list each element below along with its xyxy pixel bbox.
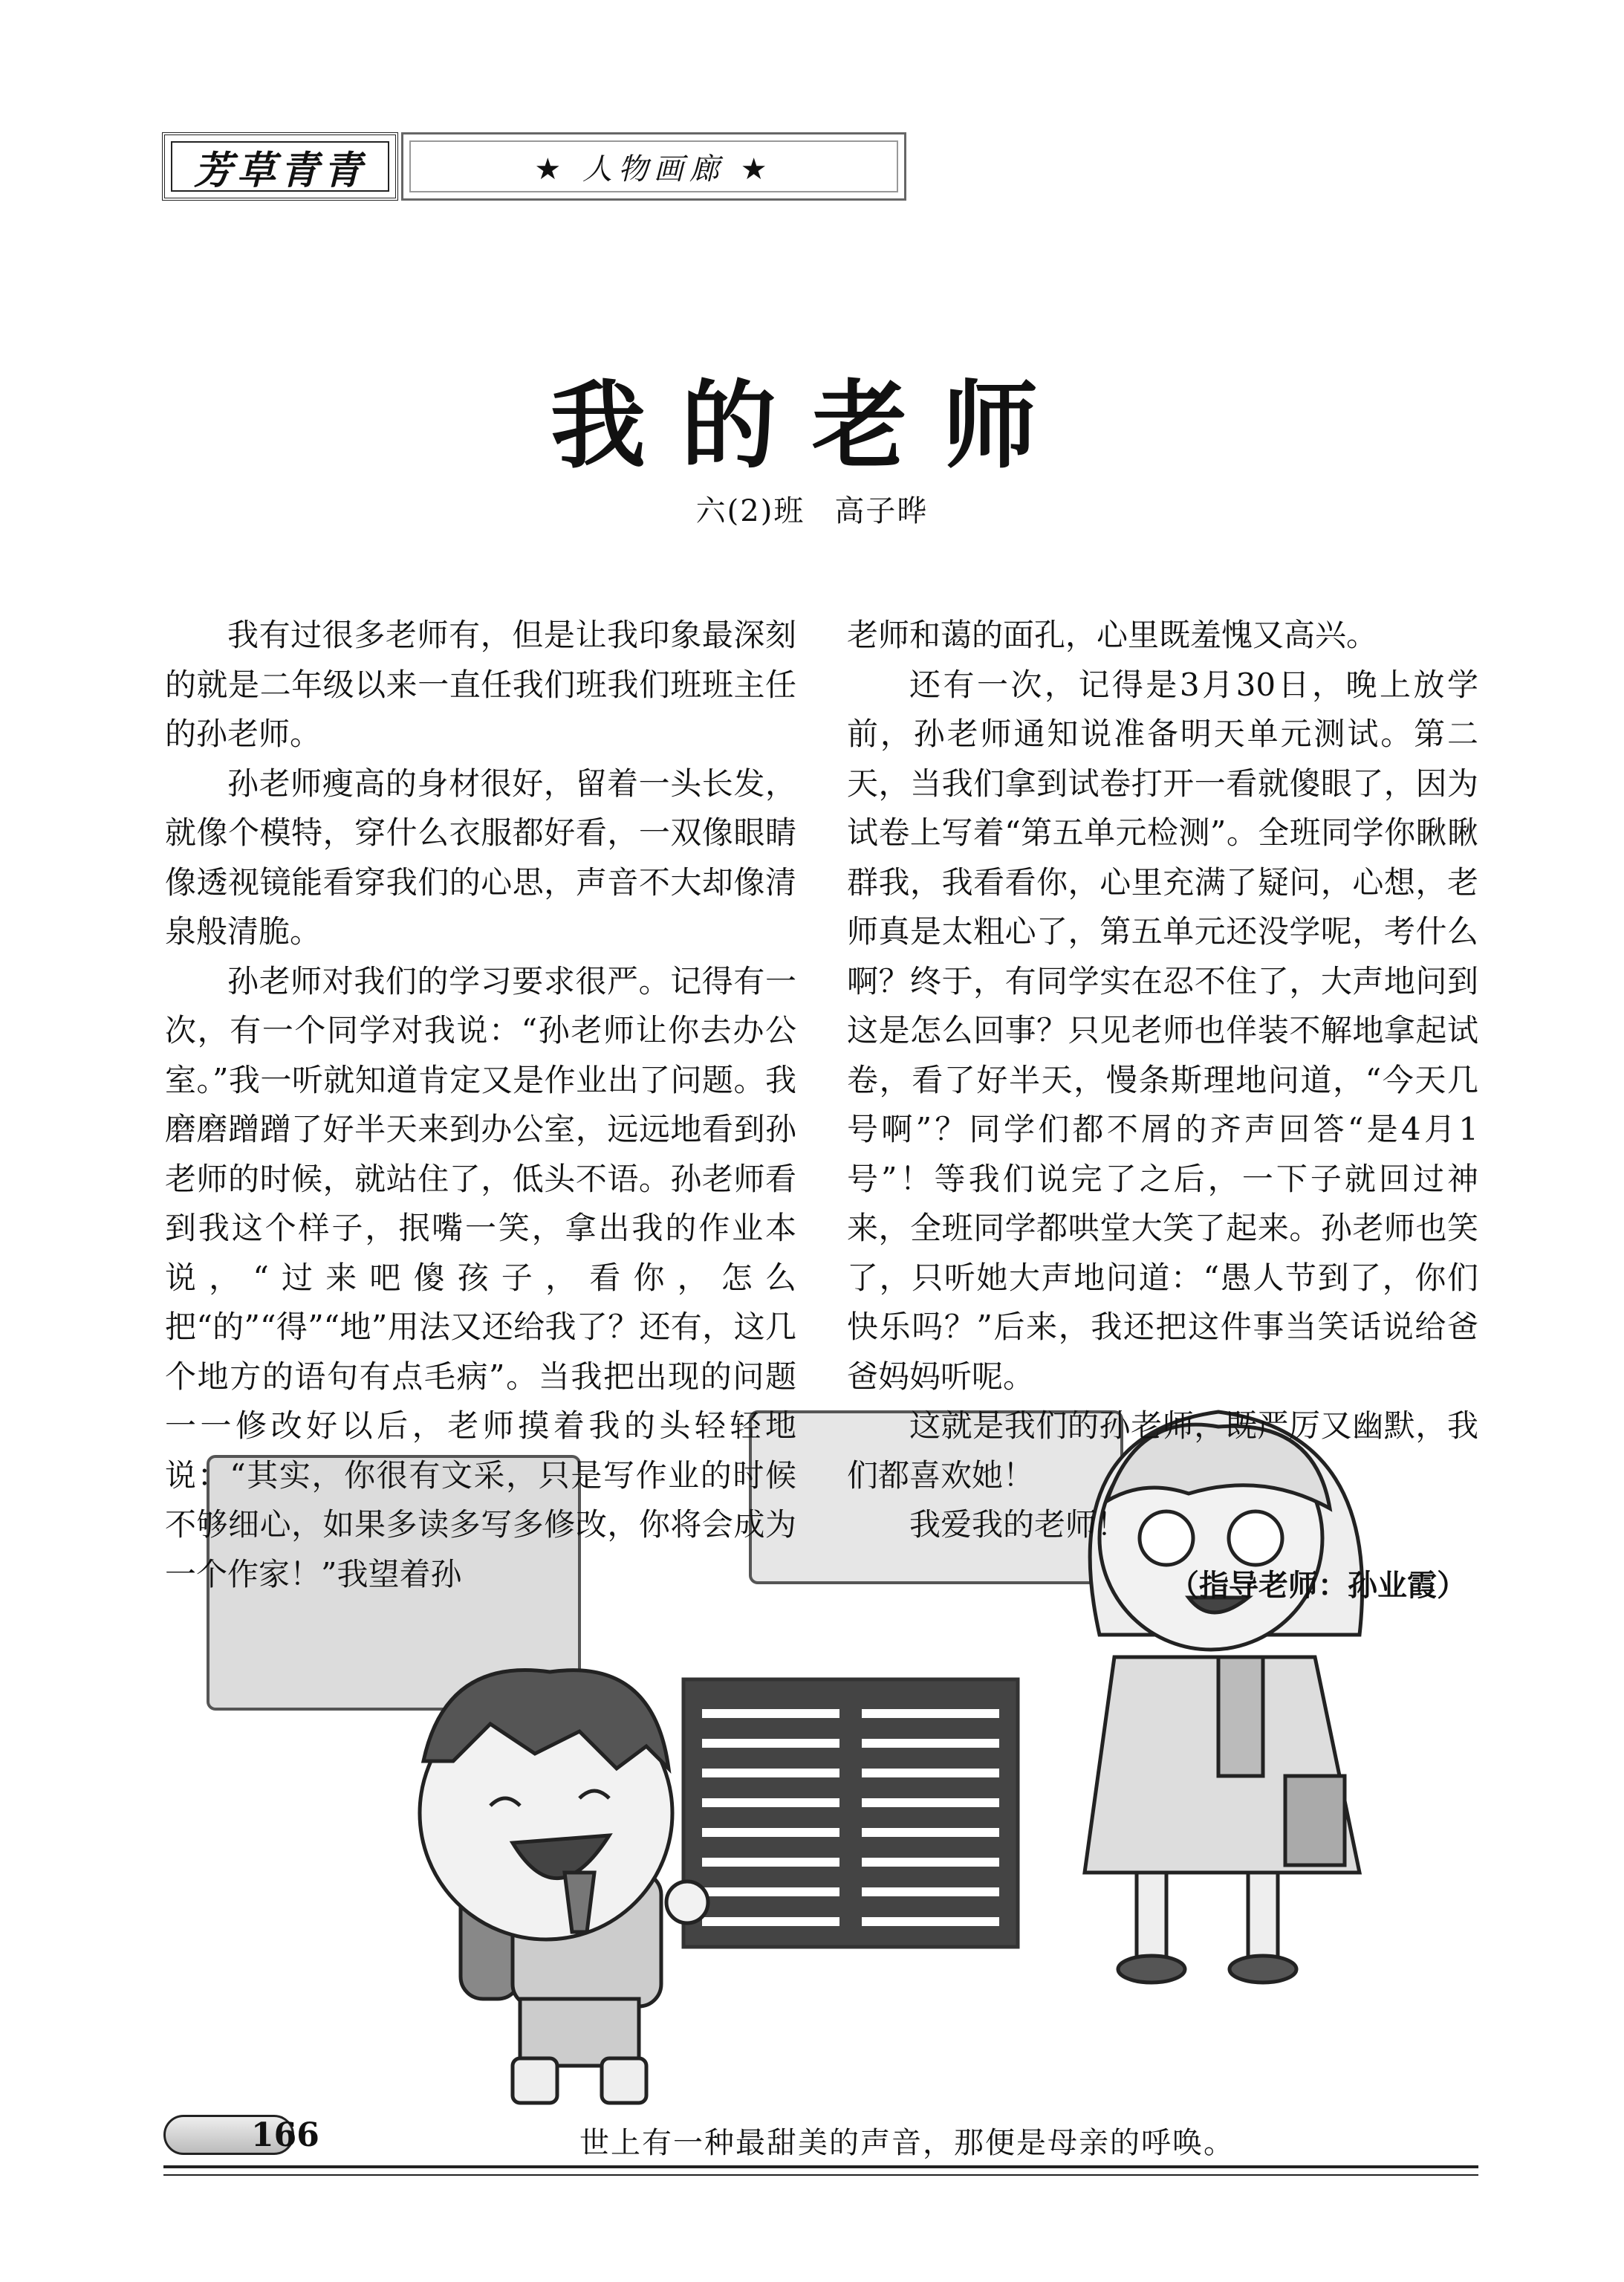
article-column-left (165, 611, 796, 1599)
byline-author: 高子晔 (834, 494, 929, 528)
section-label: 芳草青青 (193, 148, 366, 193)
footer-motto: 世上有一种最甜美的声音，那便是母亲的呼唤。 (579, 2126, 1235, 2160)
article-title: 我的老师 (550, 371, 1074, 482)
byline-class: 六(2)班 (695, 494, 805, 528)
paragraph: 孙老师对我们的学习要求很严。记得有一次，有一个同学对我说：“孙老师让你去办公室。”我一听就知道肯定又是作业出了问题。我磨磨蹭蹭了好半天来到办公室，远远地看到孙老师的时候，就站住了，低头不语。孙老师看到我这个样子，抿嘴一笑，拿出我的作业本说，“过来吧傻孩子，看你，怎么把“的”“得”“地”用法又还给我了？还有，这几个地方的语句有点毛病”。当我把出现的问题一一修改好以后，老师摸着我的头轻轻地说：“其实，你很有文采，只是写作业的时候不够细心，如果多读多写多修改，你将会成为一个作家！”我望着孙 (165, 962, 796, 1592)
column-label: ★ 人物画廊 ★ (534, 152, 773, 187)
paragraph: 孙老师瘦高的身材很好，留着一头长发，就像个模特，穿什么衣服都好看，一双像眼睛像透视镜能看穿我们的心思，声音不大却像清泉般清脆。 (165, 765, 796, 950)
paragraph: 这就是我们的孙老师，既严厉又幽默，我们都喜欢她！ (847, 1407, 1478, 1494)
boy-character (420, 1670, 708, 2104)
paragraph: 还有一次，记得是3月30日，晚上放学前，孙老师通知说准备明天单元测试。第二天，当我们拿到试卷打开一看就傻眼了，因为试卷上写着“第五单元检测”。全班同学你瞅瞅群我，我看看你，心里充满了疑问，心想，老师真是太粗心了，第五单元还没学呢，考什么啊？终于，有同学实在忍不住了，大声地问到这是怎么回事？只见老师也佯装不解地拿起试卷，看了好半天，慢条斯理地问道，“今天几号啊”？同学们都不屑的齐声回答“是4月1号”！等我们说完了之后，一下子就回过神来，全班同学都哄堂大笑了起来。孙老师也笑了，只听她大声地问道：“愚人节到了，你们快乐吗？”后来，我还把这件事当笑话说给爸爸妈妈听呢。 (847, 666, 1478, 1395)
paragraph: 我有过很多老师有，但是让我印象最深刻的就是二年级以来一直任我们班我们班班主任的孙老师。 (165, 617, 796, 752)
page-number: 166 (251, 2116, 319, 2154)
paragraph: 老师和蔼的面孔，心里既羞愧又高兴。 (847, 617, 1378, 653)
article-column-right (847, 611, 1478, 1550)
paragraph: 我爱我的老师！ (909, 1506, 1128, 1543)
advisor-credit: （指导老师：孙业霞） (1169, 1569, 1467, 1603)
window-shape (683, 1679, 1018, 1947)
